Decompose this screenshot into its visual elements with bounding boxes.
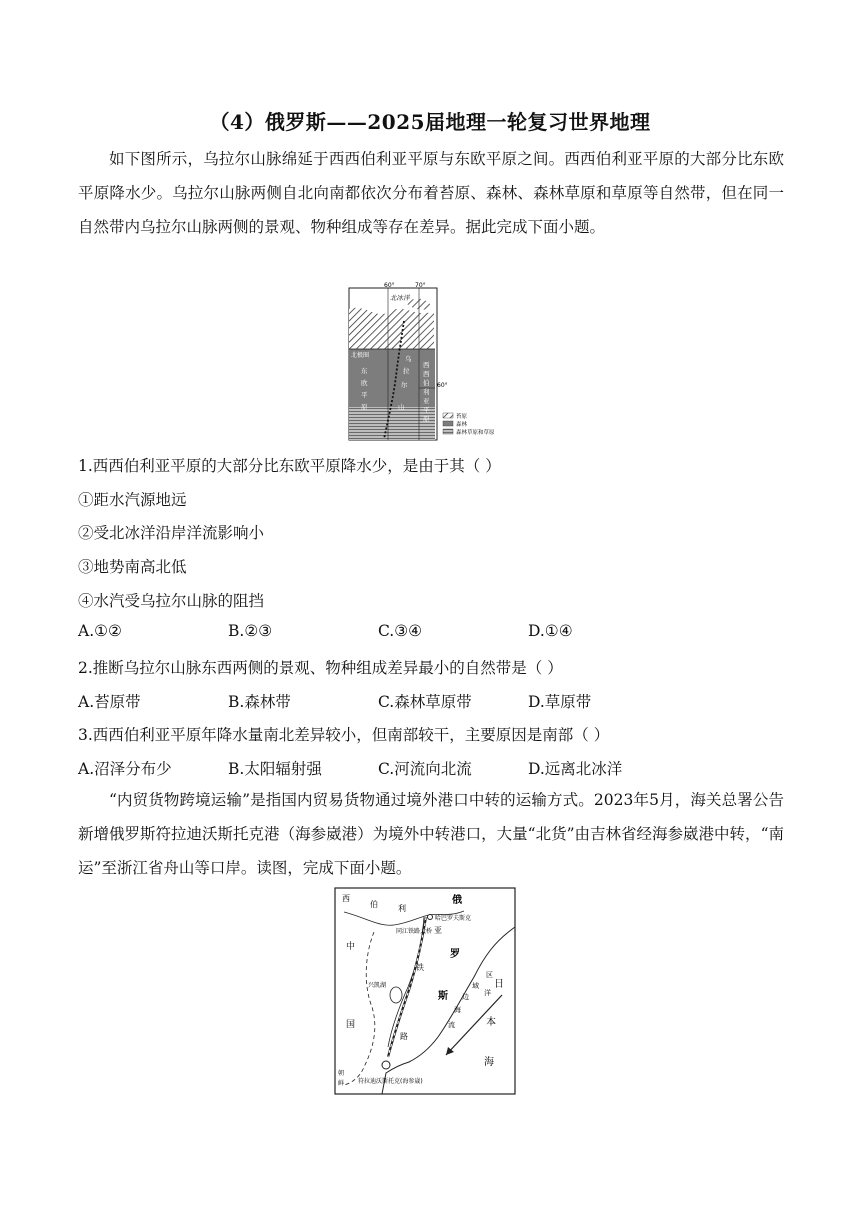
arctic-circle-label: 北极圈 <box>351 352 370 359</box>
q3-option-b[interactable]: B.太阳辐射强 <box>228 760 322 778</box>
china-char: 国 <box>346 1020 356 1030</box>
east-europe-char: 东 <box>361 367 368 375</box>
east-europe-char: 欧 <box>361 379 368 387</box>
west-siberia-char: 伯 <box>423 379 430 387</box>
q1-item: ③地势南高北低 <box>78 558 187 576</box>
east-europe-char: 原 <box>361 403 368 411</box>
sea-japan-char: 海 <box>484 1057 494 1068</box>
q1-item: ①距水汽源地远 <box>78 491 187 509</box>
railway-char: 铁 <box>416 963 424 972</box>
west-siberia-char: 西 <box>423 361 430 369</box>
bridge-label: 同江铁路大桥 <box>396 928 433 935</box>
tundra-zone <box>349 308 434 349</box>
west-sib-char: 西 <box>342 894 350 903</box>
q2-option-c[interactable]: C.森林草原带 <box>378 693 472 711</box>
ural-char: 乌 <box>405 355 412 363</box>
vladivostok-map-figure <box>334 887 516 1095</box>
ural-map-figure <box>346 281 518 443</box>
q2-option-b[interactable]: B.森林带 <box>228 693 291 711</box>
legend-steppe: 森林草原和草原 <box>456 430 495 436</box>
west-siberia-char: 平 <box>423 406 430 414</box>
q3-option-a[interactable]: A.沼泽分布少 <box>78 760 172 778</box>
intro-paragraph-2: “内贸货物跨境运输”是指国内贸易货物通过境外港口中转的运输方式。2023年5月，海关总署公告新增俄罗斯符拉迪沃斯托克港（海参崴港）为境外中转港口，大量“北货”由吉林省经海参崴港中转，“南运”至浙江省舟山等口岸。读图，完成下面小题。 <box>78 791 784 877</box>
khabarovsk-label: 哈巴罗夫斯克 <box>435 915 472 922</box>
xingkai-label: 兴凯湖 <box>368 982 387 989</box>
ya-char: 亚 <box>434 926 442 935</box>
ural-char: 尔 <box>401 381 408 389</box>
china-char: 中 <box>346 942 356 952</box>
east-europe-char: 平 <box>361 391 368 399</box>
q2-option-a[interactable]: A.苔原带 <box>78 693 141 711</box>
legend-tundra: 苔原 <box>456 414 468 420</box>
west-siberia-char: 利 <box>423 388 430 396</box>
intro-paragraph-1: 如下图所示，乌拉尔山脉绵延于西西伯利亚平原与东欧平原之间。西西伯利亚平原的大部分比东欧平原降水少。乌拉尔山脉两侧自北向南都依次分布着苔原、森林、森林草原和草原等自然带，但在同一自然带内乌拉尔山脉两侧的景观、物种组成等存在差异。据此完成下面小题。 <box>78 150 784 236</box>
west-sib-char: 伯 <box>370 900 378 909</box>
railway-char: 路 <box>400 1032 408 1041</box>
q1-stem: 1.西西伯利亚平原的大部分比东欧平原降水少，是由于其（ ） <box>78 457 501 475</box>
lon60-label: 60° <box>384 282 395 289</box>
current-char: 海 <box>454 1006 461 1014</box>
vladivostok-label: 符拉迪沃斯托克(海参崴) <box>358 1078 423 1085</box>
q1-option-d[interactable]: D.①④ <box>528 622 573 640</box>
arctic-ocean-label: 北冰洋 <box>390 294 410 302</box>
q1-item: ②受北冰洋沿岸洋流影响小 <box>78 524 265 542</box>
vladivostok-marker <box>382 1061 390 1069</box>
current-char: 域 <box>472 982 479 990</box>
page-title: （4）俄罗斯——2025届地理一轮复习世界地理 <box>209 110 651 134</box>
q1-option-b[interactable]: B.②③ <box>228 622 273 640</box>
lat60-label: 60° <box>437 382 448 389</box>
korea-char: 鲜 <box>338 1080 345 1087</box>
q2-stem: 2.推断乌拉尔山脉东西两侧的景观、物种组成差异最小的自然带是（ ） <box>78 659 563 677</box>
west-siberia-char: 亚 <box>423 397 430 405</box>
q3-option-d[interactable]: D.远离北冰洋 <box>528 760 623 778</box>
q3-option-c[interactable]: C.河流向北流 <box>378 760 472 778</box>
q3-stem: 3.西西伯利亚平原年降水量南北差异较小，但南部较干，主要原因是南部（ ） <box>78 726 610 744</box>
sea-japan-char: 本 <box>486 1017 496 1028</box>
legend-forest: 森林 <box>456 422 468 428</box>
russia-char: 罗 <box>450 949 460 960</box>
russia-char: 俄 <box>452 895 462 906</box>
current-char: 边 <box>462 993 469 1001</box>
q2-option-d[interactable]: D.草原带 <box>528 693 592 711</box>
korea-char: 朝 <box>338 1070 345 1077</box>
west-siberia-char: 原 <box>423 415 430 423</box>
current-char: 洋 <box>484 989 491 997</box>
ural-char: 山 <box>398 403 405 411</box>
current-char: 流 <box>448 1021 455 1029</box>
q1-item: ④水汽受乌拉尔山脉的阻挡 <box>78 592 265 610</box>
russia-char: 斯 <box>438 991 448 1002</box>
lon70-label: 70° <box>415 282 426 289</box>
west-siberia-char: 西 <box>423 370 430 378</box>
khabarovsk-marker <box>428 915 433 920</box>
q1-option-a[interactable]: A.①② <box>78 622 122 640</box>
sea-japan-char: 日 <box>494 979 504 990</box>
current-char: 区 <box>486 971 493 979</box>
q1-option-c[interactable]: C.③④ <box>378 622 423 640</box>
ural-char: 拉 <box>403 367 410 375</box>
xingkai-lake <box>390 987 402 1003</box>
map-legend <box>443 412 495 436</box>
west-sib-char: 利 <box>398 904 406 913</box>
